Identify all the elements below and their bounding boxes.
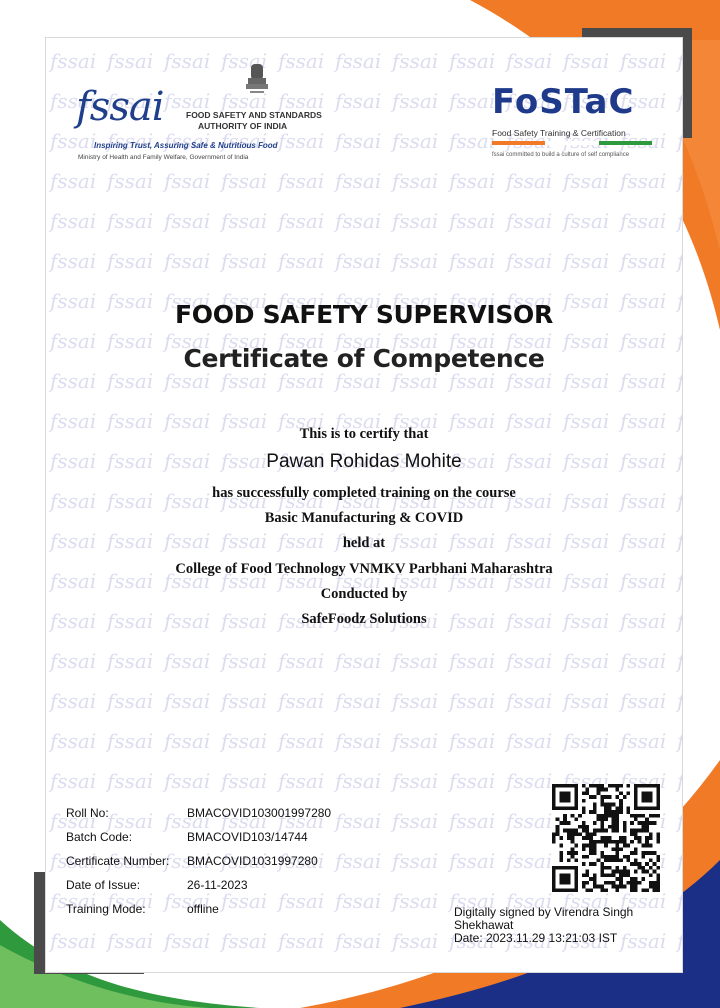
held-at-label: held at [342,535,386,551]
venue: College of Food Technology VNMKV Parbhani Maharashtra [175,561,553,577]
detail-row-certificate-number: Certificate Number: BMACOVID1031997280 [66,854,318,868]
tricolor-bar [492,141,652,145]
fssai-tagline: Inspiring Trust, Assuring Safe & Nutritious Food [94,141,278,150]
qr-code-icon[interactable] [552,784,660,892]
detail-row-date-of-issue: Date of Issue: 26-11-2023 [66,878,248,892]
detail-row-training-mode: Training Mode: offline [66,902,219,916]
certificate-title: FOOD SAFETY SUPERVISOR [175,300,553,329]
fssai-authority-name: FOOD SAFETY AND STANDARDS AUTHORITY OF INDIA [186,110,322,131]
certificate-frame [46,38,682,972]
completed-line: has successfully completed training on the course [212,485,516,501]
certify-line: This is to certify that [299,426,429,442]
recipient-name: Pawan Rohidas Mohite [266,451,462,472]
conductor: SafeFoodz Solutions [301,611,427,627]
detail-row-roll-no: Roll No: BMACOVID103001997280 [66,806,332,820]
fostac-logo: FoSTaC [492,82,635,122]
fostac-committed-text: fssai committed to build a culture of self compliance [492,152,630,158]
conducted-by-label: Conducted by [320,586,408,602]
detail-row-batch-code: Batch Code: BMACOVID103/14744 [66,830,308,844]
fostac-subtitle: Food Safety Training & Certification [492,128,626,138]
fssai-ministry: Ministry of Health and Family Welfare, Government of India [78,154,249,161]
digital-signature: Digitally signed by Virendra Singh Shekhawat Date: 2023.11.29 13:21:03 IST [454,905,634,945]
course-name: Basic Manufacturing & COVID [264,510,464,526]
national-emblem-icon [242,60,272,106]
fssai-logo: fssai [76,84,164,130]
certificate-subtitle: Certificate of Competence [183,344,545,373]
